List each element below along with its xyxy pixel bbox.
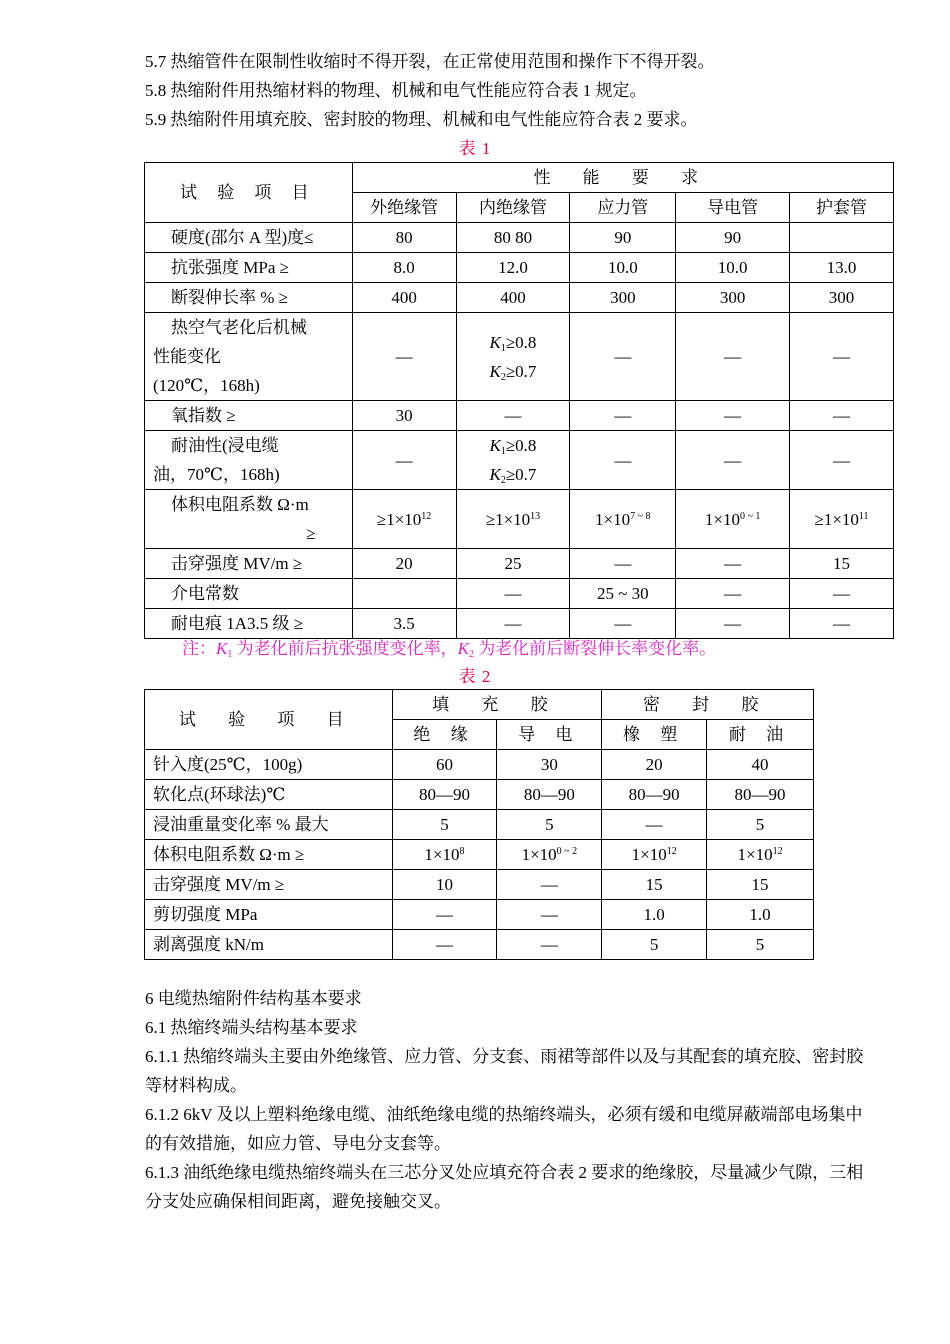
table2-header-row (145, 690, 814, 720)
note-k2-label: K (457, 639, 469, 658)
power-exp: 13 (530, 510, 541, 522)
table1-caption: 表 1 (458, 139, 492, 158)
table1-header-group: 性 能 要 求 (352, 163, 893, 193)
table2-caption: 表 2 (458, 667, 492, 686)
table1-note (182, 634, 716, 659)
cell: 300 (570, 283, 676, 313)
cell: 1.0 (602, 900, 707, 930)
row-label: 剥离强度 kN/m (145, 930, 393, 960)
cell: — (392, 900, 497, 930)
table-row (145, 490, 894, 549)
table-row (145, 431, 894, 490)
cell-power (602, 840, 707, 870)
cell-power (392, 840, 497, 870)
power-exp: 0 ~ 2 (556, 846, 578, 857)
row-label-line: 耐油性(浸电缆 (171, 436, 279, 455)
row-label-line: 热空气老化后机械 (171, 318, 307, 337)
cell: 10 (392, 870, 497, 900)
cell: — (570, 401, 676, 431)
k2-text: ≥0.7 (505, 361, 537, 381)
section-6-heading: 6 电缆热缩附件结构基本要求 (145, 989, 362, 1008)
row-label: 耐电痕 1A3.5 级 ≥ (145, 609, 353, 639)
cell: 1.0 (707, 900, 814, 930)
cell: 15 (707, 870, 814, 900)
power-base: 1×10 (631, 845, 667, 864)
cell: 15 (790, 549, 894, 579)
power-exp: 12 (772, 846, 783, 857)
section-6-1-heading: 6.1 热缩终端头结构基本要求 (145, 1018, 358, 1037)
row-label: 氧指数 ≥ (145, 401, 353, 431)
cell: — (392, 930, 497, 960)
table1-header-row (145, 163, 894, 193)
cell: 80—90 (707, 780, 814, 810)
table-row (145, 900, 814, 930)
table1-header-item: 试 验 项 目 (145, 163, 353, 223)
table-row (145, 840, 814, 870)
cell (352, 579, 456, 609)
cell: — (790, 431, 894, 490)
table2-col-header: 橡 塑 (602, 720, 707, 750)
row-label: 硬度(邵尔 A 型)度≤ (145, 223, 353, 253)
paragraph-6-1-2: 6.1.2 6kV 及以上塑料绝缘电缆、油纸绝缘电缆的热缩终端头，必须有缓和电缆屏蔽端部电场集中的有效措施，如应力管、导电分支套等。 (145, 1105, 863, 1153)
cell: — (352, 313, 456, 401)
cell: 30 (352, 401, 456, 431)
power-base: 1×10 (737, 845, 773, 864)
paragraph-6-1-1: 6.1.1 热缩终端头主要由外绝缘管、应力管、分支套、雨裙等部件以及与其配套的填充胶、密封胶等材料构成。 (145, 1047, 864, 1095)
cell: 300 (790, 283, 894, 313)
row-label: 击穿强度 MV/m ≥ (145, 549, 353, 579)
cell: 5 (707, 930, 814, 960)
cell: 80—90 (497, 780, 602, 810)
cell: 80 80 (456, 223, 570, 253)
cell: — (497, 930, 602, 960)
cell: — (497, 870, 602, 900)
cell: — (570, 431, 676, 490)
power-base: 1×10 (424, 845, 460, 864)
cell-power (497, 840, 602, 870)
cell: 90 (676, 223, 790, 253)
row-label: 软化点(环球法)℃ (145, 780, 393, 810)
table1-col-header: 外绝缘管 (352, 193, 456, 223)
table-row (145, 930, 814, 960)
cell: 400 (456, 283, 570, 313)
cell (790, 223, 894, 253)
table2-col-header: 绝 缘 (392, 720, 497, 750)
cell: 12.0 (456, 253, 570, 283)
table1-col-header: 护套管 (790, 193, 894, 223)
table2-col-header: 导 电 (497, 720, 602, 750)
cell: 10.0 (570, 253, 676, 283)
cell: 400 (352, 283, 456, 313)
k1-text: ≥0.8 (505, 332, 537, 352)
cell: — (456, 609, 570, 639)
table1-col-header: 应力管 (570, 193, 676, 223)
row-label-line: 性能变化 (153, 347, 221, 366)
row-label: 断裂伸长率 % ≥ (145, 283, 353, 313)
cell-power (456, 490, 570, 549)
paragraph-5-7: 5.7 热缩管件在限制性收缩时不得开裂，在正常使用范围和操作下不得开裂。 (145, 52, 715, 71)
k1-text: ≥0.8 (505, 436, 537, 455)
table1-col-header: 内绝缘管 (456, 193, 570, 223)
row-label (145, 490, 353, 549)
k2-text: ≥0.7 (505, 465, 537, 484)
power-base: 1×10 (521, 845, 557, 864)
table1 (144, 162, 894, 639)
power-exp: 8 (459, 846, 465, 857)
cell: 3.5 (352, 609, 456, 639)
paragraph-5-9: 5.9 热缩附件用填充胶、密封胶的物理、机械和电气性能应符合表 2 要求。 (145, 110, 698, 129)
cell: 40 (707, 750, 814, 780)
table-row (145, 780, 814, 810)
note-k1-sub: 1 (227, 649, 233, 660)
note-prefix: 注： (182, 639, 216, 658)
cell: 5 (602, 930, 707, 960)
power-base: 1×10 (704, 509, 740, 529)
table2-header-group2: 密 封 胶 (602, 690, 814, 720)
cell-power (352, 490, 456, 549)
note-suffix: 为老化前后断裂伸长率变化率。 (473, 639, 717, 658)
cell: 5 (707, 810, 814, 840)
power-exp: 7 ~ 8 (630, 510, 651, 522)
cell: — (456, 401, 570, 431)
table2 (144, 689, 814, 960)
table-row (145, 549, 894, 579)
row-label-line: ≥ (306, 524, 316, 543)
row-label: 介电常数 (145, 579, 353, 609)
cell: 30 (497, 750, 602, 780)
cell: — (676, 609, 790, 639)
row-label: 抗张强度 MPa ≥ (145, 253, 353, 283)
cell: 80—90 (392, 780, 497, 810)
table-row (145, 579, 894, 609)
cell: — (790, 401, 894, 431)
cell-power (570, 490, 676, 549)
row-label-line: (120℃，168h) (153, 376, 260, 395)
cell: 80—90 (602, 780, 707, 810)
cell: — (676, 313, 790, 401)
row-label: 剪切强度 MPa (145, 900, 393, 930)
row-label: 体积电阻系数 Ω·m ≥ (145, 840, 393, 870)
power-exp: 0 ~ 1 (739, 510, 761, 522)
power-exp: 11 (858, 510, 869, 522)
note-k2-sub: 2 (468, 649, 474, 660)
cell: — (602, 810, 707, 840)
table2-col-header: 耐 油 (707, 720, 814, 750)
table-row (145, 810, 814, 840)
power-base: 1×10 (595, 509, 631, 529)
cell: — (352, 431, 456, 490)
cell: 60 (392, 750, 497, 780)
power-base: ≥1×10 (485, 509, 531, 529)
k1-value: $K_1\ge 0.8$ (489, 332, 537, 354)
cell: — (570, 549, 676, 579)
cell: — (676, 579, 790, 609)
cell: — (790, 313, 894, 401)
cell: — (456, 579, 570, 609)
cell: — (570, 313, 676, 401)
cell: — (790, 579, 894, 609)
table-row (145, 283, 894, 313)
cell: — (676, 431, 790, 490)
cell: 20 (602, 750, 707, 780)
cell: 25 (456, 549, 570, 579)
row-label: 击穿强度 MV/m ≥ (145, 870, 393, 900)
cell: — (497, 900, 602, 930)
cell: 20 (352, 549, 456, 579)
table2-header-item: 试 验 项 目 (145, 690, 393, 750)
cell: 90 (570, 223, 676, 253)
row-label-line: 油，70℃，168h) (153, 465, 280, 484)
cell: 5 (497, 810, 602, 840)
k1-value: $K_1\ge 0.8$ (489, 436, 537, 457)
cell: — (790, 609, 894, 639)
note-k1-label: K (216, 639, 228, 658)
paragraph-6-1-3: 6.1.3 油纸绝缘电缆热缩终端头在三芯分叉处应填充符合表 2 要求的绝缘胶，尽量减少气隙，三相分支处应确保相间距离，避免接触交叉。 (145, 1163, 864, 1211)
cell: — (676, 401, 790, 431)
cell: 8.0 (352, 253, 456, 283)
cell-power (707, 840, 814, 870)
table2-header-group1: 填 充 胶 (392, 690, 602, 720)
note-mid: 为老化前后抗张强度变化率， (232, 639, 458, 658)
cell: 5 (392, 810, 497, 840)
cell-k-values (456, 313, 570, 401)
power-base: ≥1×10 (814, 509, 859, 529)
k2-value: $K_2\ge 0.7$ (489, 361, 537, 383)
cell-k-values (456, 431, 570, 490)
cell: 15 (602, 870, 707, 900)
cell: 300 (676, 283, 790, 313)
row-label: 浸油重量变化率 % 最大 (145, 810, 393, 840)
cell: 13.0 (790, 253, 894, 283)
table-row (145, 870, 814, 900)
table-row (145, 401, 894, 431)
cell: 25 ~ 30 (570, 579, 676, 609)
cell: — (676, 549, 790, 579)
cell-power (790, 490, 894, 549)
power-exp: 12 (421, 510, 432, 522)
row-label: 针入度(25℃，100g) (145, 750, 393, 780)
cell-power (676, 490, 790, 549)
table-row (145, 223, 894, 253)
cell: 80 (352, 223, 456, 253)
table-row (145, 313, 894, 401)
table1-col-header: 导电管 (676, 193, 790, 223)
cell: — (570, 609, 676, 639)
row-label (145, 431, 353, 490)
cell: 10.0 (676, 253, 790, 283)
power-base: ≥1×10 (376, 509, 422, 529)
power-exp: 12 (666, 846, 677, 857)
row-label (145, 313, 353, 401)
table-row (145, 750, 814, 780)
row-label-line: 体积电阻系数 Ω·m (171, 495, 309, 514)
table-row (145, 253, 894, 283)
paragraph-5-8: 5.8 热缩附件用热缩材料的物理、机械和电气性能应符合表 1 规定。 (145, 81, 647, 100)
k2-value: $K_2\ge 0.7$ (489, 465, 537, 486)
